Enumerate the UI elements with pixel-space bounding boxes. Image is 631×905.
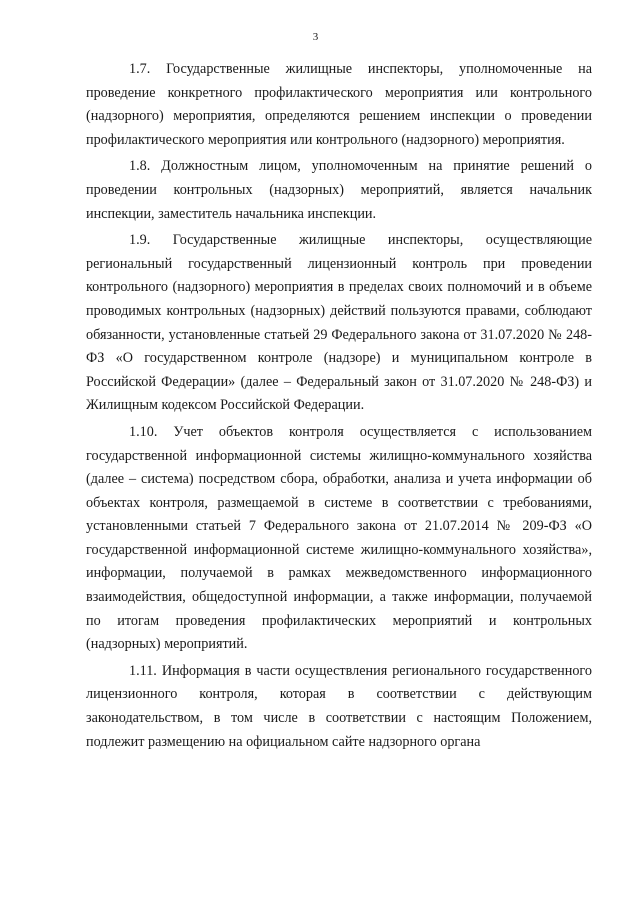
paragraph-1-8 [86,155,592,226]
paragraph-text: Государственные жилищные инспекторы, осуществляющие региональный государственный лицензионный контроль при проведении контрольного (надзорного) мероприятия в пределах своих полномочий и в объеме проводимых контрольных (надзорных) действий пользуются правами, соблюдают обязанности, установленные статьей 29 Федерального закона от 31.07.2020 № 248-ФЗ «О государственном контроле (надзоре) и муниципальном контроле в Российской Федерации» (далее – Федеральный закон от 31.07.2020 № 248-ФЗ) и Жилищным кодексом Российской Федерации. [86,232,592,414]
document-body [86,58,592,754]
paragraph-number: 1.8. [129,158,151,175]
paragraph-text: Государственные жилищные инспекторы, уполномоченные на проведение конкретного профилактического мероприятия или контрольного (надзорного) мероприятия, определяются решением инспекции о проведении профилактического мероприятия или контрольного (надзорного) мероприятия. [86,61,592,148]
paragraph-number: 1.10. [129,423,158,440]
paragraph-1-11 [86,660,592,754]
paragraph-text: Учет объектов контроля осуществляется с использованием государственной информационной системы жилищно-коммунального хозяйства (далее – система) посредством сбора, обработки, анализа и учета информации об объектах контроля, размещаемой в системе в соответствии с требованиями, установленными статьей 7 Федерального закона от 21.07.2014 № 209-ФЗ «О государственной информационной системе жилищно-коммунального хозяйства», информации, получаемой в рамках межведомственного информационного взаимодействия, общедоступной информации, а также информации, получаемой по итогам проведения профилактических мероприятий и контрольных (надзорных) мероприятий. [86,423,593,653]
paragraph-text: Информация в части осуществления регионального государственного лицензионного контроля, которая в соответствии с действующим законодательством, в том числе в соответствии с настоящим Положением, подлежит размещению на официальном сайте надзорного органа [86,662,592,750]
paragraph-1-9 [86,229,592,418]
paragraph-text: Должностным лицом, уполномоченным на принятие решений о проведении контрольных (надзорных) мероприятий, является начальник инспекции, заместитель начальника инспекции. [86,158,592,222]
paragraph-number: 1.11. [129,662,157,679]
paragraph-1-10 [86,421,592,657]
paragraph-number: 1.7. [129,61,151,77]
paragraph-number: 1.9. [129,232,151,249]
page-number: 3 [312,31,319,43]
paragraph-1-7 [86,58,592,152]
